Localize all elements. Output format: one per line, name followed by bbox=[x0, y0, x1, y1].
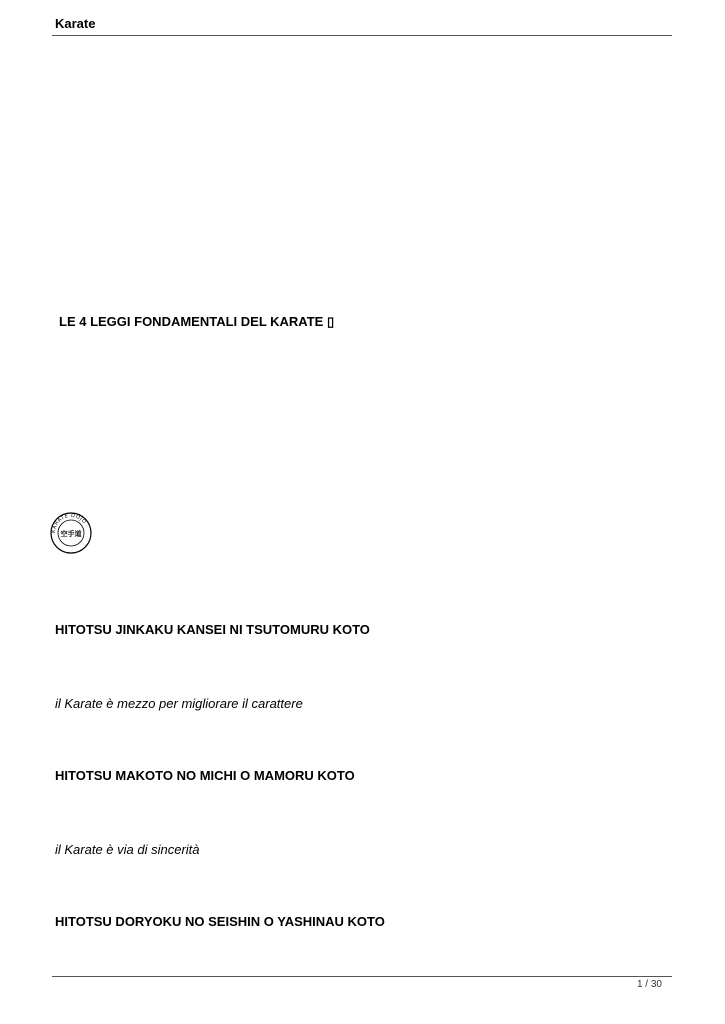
header-divider bbox=[52, 35, 672, 36]
page-number: 1 / 30 bbox=[636, 979, 662, 990]
law-title-3: HITOTSU DORYOKU NO SEISHIN O YASHINAU KOTO bbox=[55, 914, 385, 929]
header-title: Karate bbox=[55, 16, 96, 31]
law-title-2: HITOTSU MAKOTO NO MICHI O MAMORU KOTO bbox=[55, 768, 355, 783]
law-meaning-2: il Karate è via di sincerità bbox=[55, 842, 200, 857]
law-meaning-1: il Karate è mezzo per migliorare il carattere bbox=[55, 696, 303, 711]
law-title-1: HITOTSU JINKAKU KANSEI NI TSUTOMURU KOTO bbox=[55, 622, 370, 637]
document-title: LE 4 LEGGI FONDAMENTALI DEL KARATE ▯ bbox=[59, 314, 335, 329]
seal-center-kanji: 空手道 bbox=[60, 530, 82, 538]
footer-divider bbox=[52, 976, 672, 977]
seal-ring-text: KARATE DOJO bbox=[50, 512, 88, 534]
karate-dojo-seal-icon bbox=[50, 512, 92, 554]
